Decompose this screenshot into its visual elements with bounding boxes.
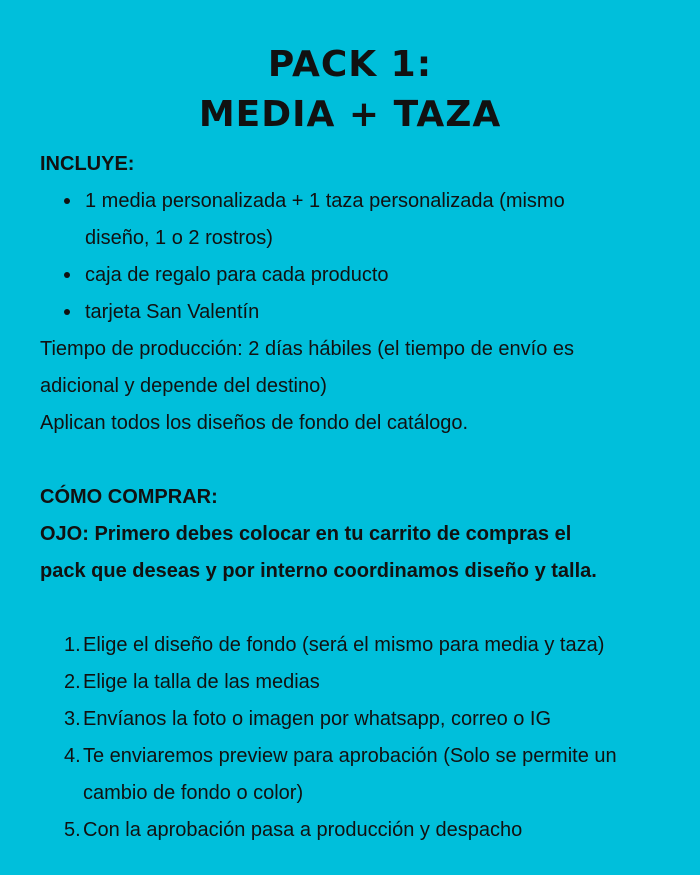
list-item-text: 1 media personalizada + 1 taza personalizada (mismo (85, 190, 565, 212)
list-item (40, 812, 680, 849)
ojo-note: OJO: Primero debes colocar en tu carrito de compras el (40, 523, 572, 545)
list-item-text: tarjeta San Valentín (85, 301, 260, 323)
list-item-text: caja de regalo para cada producto (85, 264, 389, 286)
list-item-text: diseño, 1 o 2 rostros) (85, 227, 273, 249)
step-number: 1. (64, 634, 81, 656)
spacer (40, 442, 680, 479)
bullet-icon (64, 309, 70, 315)
list-item (40, 701, 680, 738)
step-text: cambio de fondo o color) (83, 782, 304, 804)
list-item (40, 627, 680, 664)
step-text: Te enviaremos preview para aprobación (Solo se permite un (83, 745, 617, 767)
list-item (40, 183, 680, 257)
spacer (40, 590, 680, 627)
list-item (40, 738, 680, 812)
content (40, 146, 680, 849)
bullet-icon (64, 198, 70, 204)
step-number: 5. (64, 819, 81, 841)
step-text: Elige el diseño de fondo (será el mismo para media y taza) (83, 634, 605, 656)
steps-list (40, 627, 680, 849)
ojo-note: pack que deseas y por interno coordinamos diseño y talla. (40, 560, 597, 582)
step-text: Con la aprobación pasa a producción y despacho (83, 819, 523, 841)
title-line-1: PACK 1: (267, 44, 433, 85)
produccion-text: Aplican todos los diseños de fondo del catálogo. (40, 412, 469, 434)
step-number: 2. (64, 671, 81, 693)
bullet-icon (64, 272, 70, 278)
list-item (40, 664, 680, 701)
step-number: 3. (64, 708, 81, 730)
step-text: Envíanos la foto o imagen por whatsapp, correo o IG (83, 708, 552, 730)
step-text: Elige la talla de las medias (83, 671, 320, 693)
comprar-heading: CÓMO COMPRAR: (40, 486, 218, 508)
list-item (40, 257, 680, 294)
incluye-heading: INCLUYE: (40, 153, 135, 175)
produccion-text: Tiempo de producción: 2 días hábiles (el tiempo de envío es (40, 338, 575, 360)
list-item (40, 294, 680, 331)
produccion-text: adicional y depende del destino) (40, 375, 327, 397)
title-line-2: MEDIA + TAZA (198, 94, 502, 135)
incluye-list (40, 183, 680, 331)
step-number: 4. (64, 745, 81, 767)
